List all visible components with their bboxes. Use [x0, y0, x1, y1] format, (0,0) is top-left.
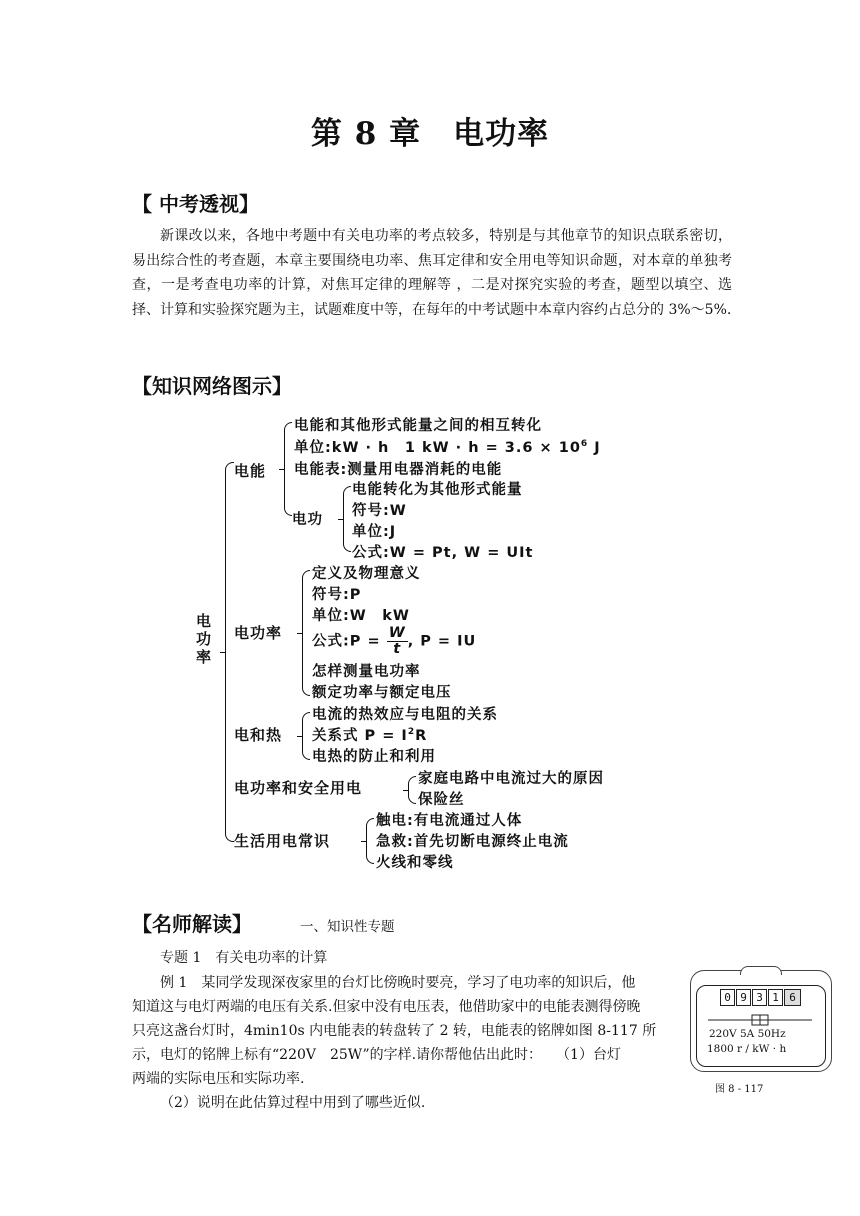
meter-digit: 0 — [720, 989, 735, 1006]
dianneng-item-1: 电能和其他形式能量之间的相互转化 — [294, 418, 542, 434]
dgl-item-2: 符号:P — [312, 587, 362, 603]
section-heading-knowledge-network: 【知识网络图示】 — [132, 374, 292, 398]
power-fraction: $\frac{W}{t}$ — [388, 625, 406, 657]
diangong-item-1: 电能转化为其他形式能量 — [352, 482, 523, 498]
aq-brace — [408, 776, 416, 804]
dianneng-label: 电能 — [234, 462, 267, 480]
aq-item-1: 家庭电路中电流过大的原因 — [418, 771, 604, 787]
section-subheading: 一、知识性专题 — [300, 919, 395, 935]
dgl-item-4: 公式:P = $\frac{W}{t}$ , P = IU — [312, 625, 477, 657]
chapter-title: 第 8 章 电功率 — [310, 116, 550, 152]
meter-digit: 3 — [752, 989, 767, 1006]
dgl-label: 电功率 — [234, 624, 283, 642]
meter-spec-line-1: 220V 5A 50Hz — [709, 1028, 786, 1040]
root-label: 电功率 — [196, 612, 212, 666]
dgl-item-1: 定义及物理意义 — [312, 566, 421, 582]
diangong-item-3: 单位:J — [352, 524, 397, 540]
example-line-6: （2）说明在此估算过程中用到了哪些近似. — [160, 1095, 426, 1111]
example-line-1: 例 1 某同学发现深夜家里的台灯比傍晚时要亮，学习了电功率的知识后，他 — [160, 975, 636, 991]
section-heading-exam-preview: 【 中考透视】 — [132, 192, 259, 216]
sh-item-2: 急救:首先切断电源终止电流 — [376, 834, 569, 850]
dgl-brace — [302, 570, 310, 696]
diangong-item-2: 符号:W — [352, 503, 407, 519]
topic-heading: 专题 1 有关电功率的计算 — [160, 950, 328, 966]
figure-caption: 图 8 - 117 — [715, 1084, 764, 1095]
dgl-item-5: 怎样测量电功率 — [312, 664, 421, 680]
dianneng-brace — [284, 422, 292, 516]
dhr-brace — [302, 712, 310, 760]
sh-item-1: 触电:有电流通过人体 — [376, 813, 523, 829]
dhr-item-1: 电流的热效应与电阻的关系 — [312, 707, 498, 723]
meter-digit: 9 — [736, 989, 751, 1006]
aq-label: 电功率和安全用电 — [234, 779, 363, 797]
dhr-label: 电和热 — [234, 726, 283, 744]
diangong-label: 电功 — [292, 512, 323, 528]
diangong-brace — [343, 486, 351, 552]
sh-label: 生活用电常识 — [234, 832, 331, 850]
example-line-2: 知道这与电灯两端的电压有关系.但家中没有电压表，他借助家中的电能表测得傍晚 — [132, 999, 641, 1015]
section-heading-teacher-reading: 【名师解读】 — [132, 912, 252, 936]
meter-digits — [720, 989, 802, 1006]
dgl-item-6: 额定功率与额定电压 — [312, 685, 452, 701]
aq-item-2: 保险丝 — [418, 792, 465, 808]
meter-spec-line-2: 1800 r / kW · h — [707, 1043, 787, 1055]
example-line-5: 两端的实际电压和实际功率. — [132, 1071, 305, 1087]
dhr-item-2: 关系式 $P = I^2R$ — [312, 727, 428, 744]
meter-digit: 1 — [768, 989, 783, 1006]
example-line-4: 示，电灯的铭牌上标有“220V 25W”的字样.请你帮他估出此时： （1）台灯 — [132, 1047, 621, 1063]
sh-brace — [366, 818, 374, 864]
meter-top-knob — [740, 966, 782, 975]
meter-digit-decimal: 6 — [784, 989, 801, 1006]
dianneng-item-2: 单位:kW · h 1 kW · $h = 3.6 \times 10^6$ J — [294, 439, 601, 456]
dgl-item-3: 单位:W kW — [312, 608, 410, 624]
diangong-item-4: 公式:W = Pt, W = UIt — [352, 545, 534, 561]
sh-item-3: 火线和零线 — [376, 855, 454, 871]
meter-disc-window-icon — [700, 1010, 820, 1030]
example-line-3: 只亮这盏台灯时，4min10s 内电能表的转盘转了 2 转，电能表的铭牌如图 8-117 所 — [132, 1023, 657, 1039]
dianneng-item-3: 电能表:测量用电器消耗的电能 — [294, 462, 503, 478]
exam-preview-paragraph — [132, 224, 732, 322]
root-brace — [225, 462, 234, 842]
dhr-item-3: 电热的防止和利用 — [312, 749, 436, 765]
exam-preview-text: 新课改以来，各地中考题中有关电功率的考点较多，特别是与其他章节的知识点联系密切，易出综合性的考查题，本章主要围绕电功率、焦耳定律和安全用电等知识命题，对本章的单独考查，一是考查电功率的计算，对焦耳定律的理解等 ，二是对探究实验的考查，题型以填空、选择、计算和实验探究题为主，试题难度中等，在每年的中考试题中本章内容约占总分的 3%～5%. — [132, 228, 732, 318]
